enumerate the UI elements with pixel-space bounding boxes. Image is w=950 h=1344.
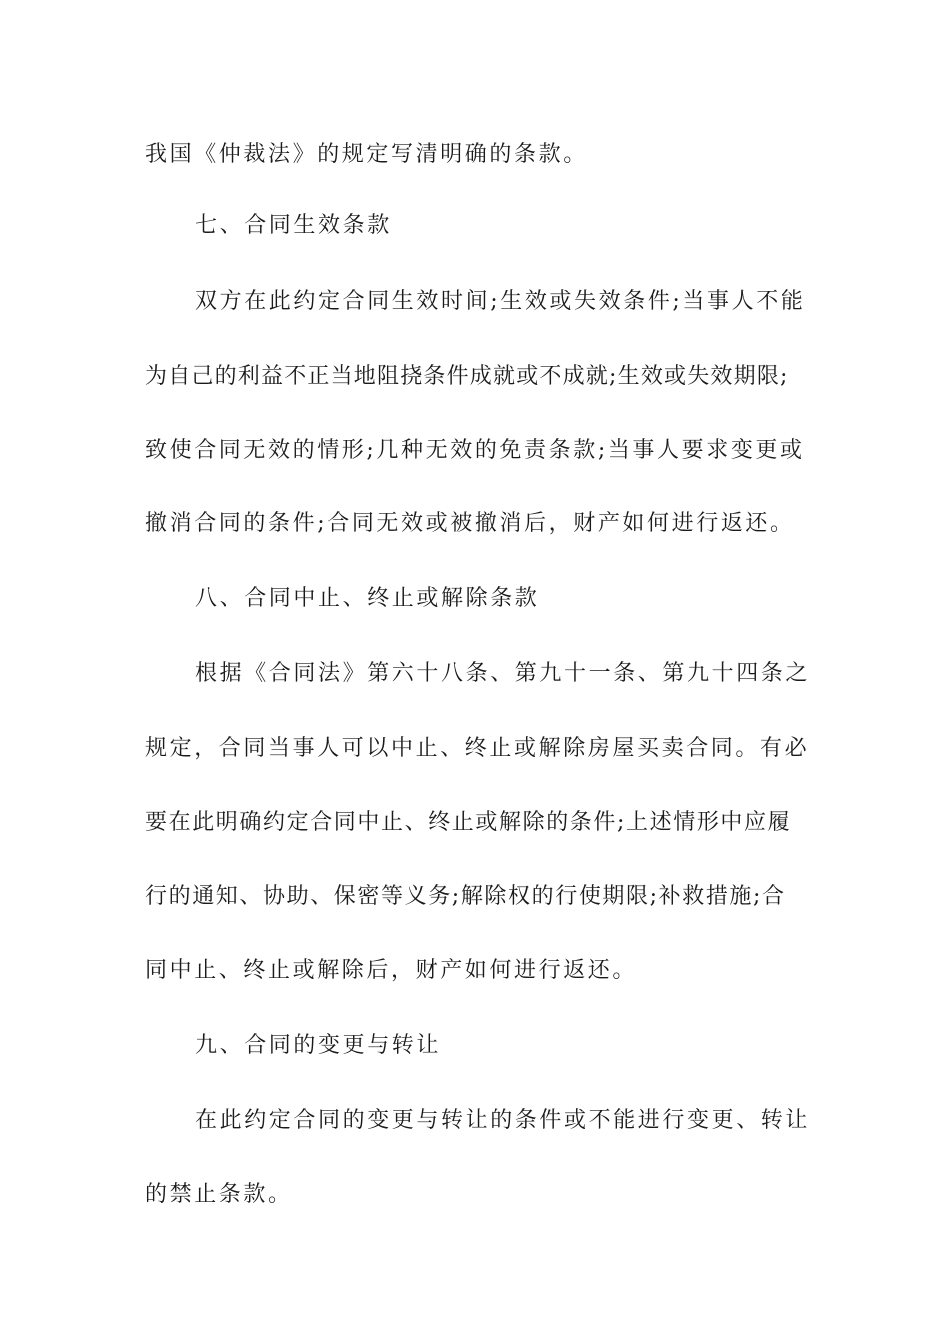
section-heading-8: 八、合同中止、终止或解除条款 xyxy=(195,586,540,611)
paragraph-line: 在此约定合同的变更与转让的条件或不能进行变更、转让 xyxy=(195,1108,811,1133)
paragraph-line: 双方在此约定合同生效时间;生效或失效条件;当事人不能 xyxy=(195,289,806,314)
section-heading-7: 七、合同生效条款 xyxy=(195,213,392,238)
paragraph-line: 行的通知、协助、保密等义务;解除权的行使期限;补救措施;合 xyxy=(145,884,786,909)
paragraph-line: 为自己的利益不正当地阻挠条件成就或不成就;生效或失效期限; xyxy=(145,364,789,389)
paragraph-line: 同中止、终止或解除后，财产如何进行返还。 xyxy=(145,958,638,983)
paragraph-line: 致使合同无效的情形;几种无效的免责条款;当事人要求变更或 xyxy=(145,438,805,463)
paragraph-line: 根据《合同法》第六十八条、第九十一条、第九十四条之 xyxy=(195,661,811,686)
paragraph-line: 撤消合同的条件;合同无效或被撤消后，财产如何进行返还。 xyxy=(145,511,795,536)
paragraph-line: 规定，合同当事人可以中止、终止或解除房屋买卖合同。有必 xyxy=(145,736,810,761)
paragraph-line: 的禁止条款。 xyxy=(145,1182,293,1207)
section-heading-9: 九、合同的变更与转让 xyxy=(195,1033,442,1058)
paragraph-line: 要在此明确约定合同中止、终止或解除的条件;上述情形中应履 xyxy=(145,810,792,835)
paragraph-line-continuation: 我国《仲裁法》的规定写清明确的条款。 xyxy=(145,142,588,167)
